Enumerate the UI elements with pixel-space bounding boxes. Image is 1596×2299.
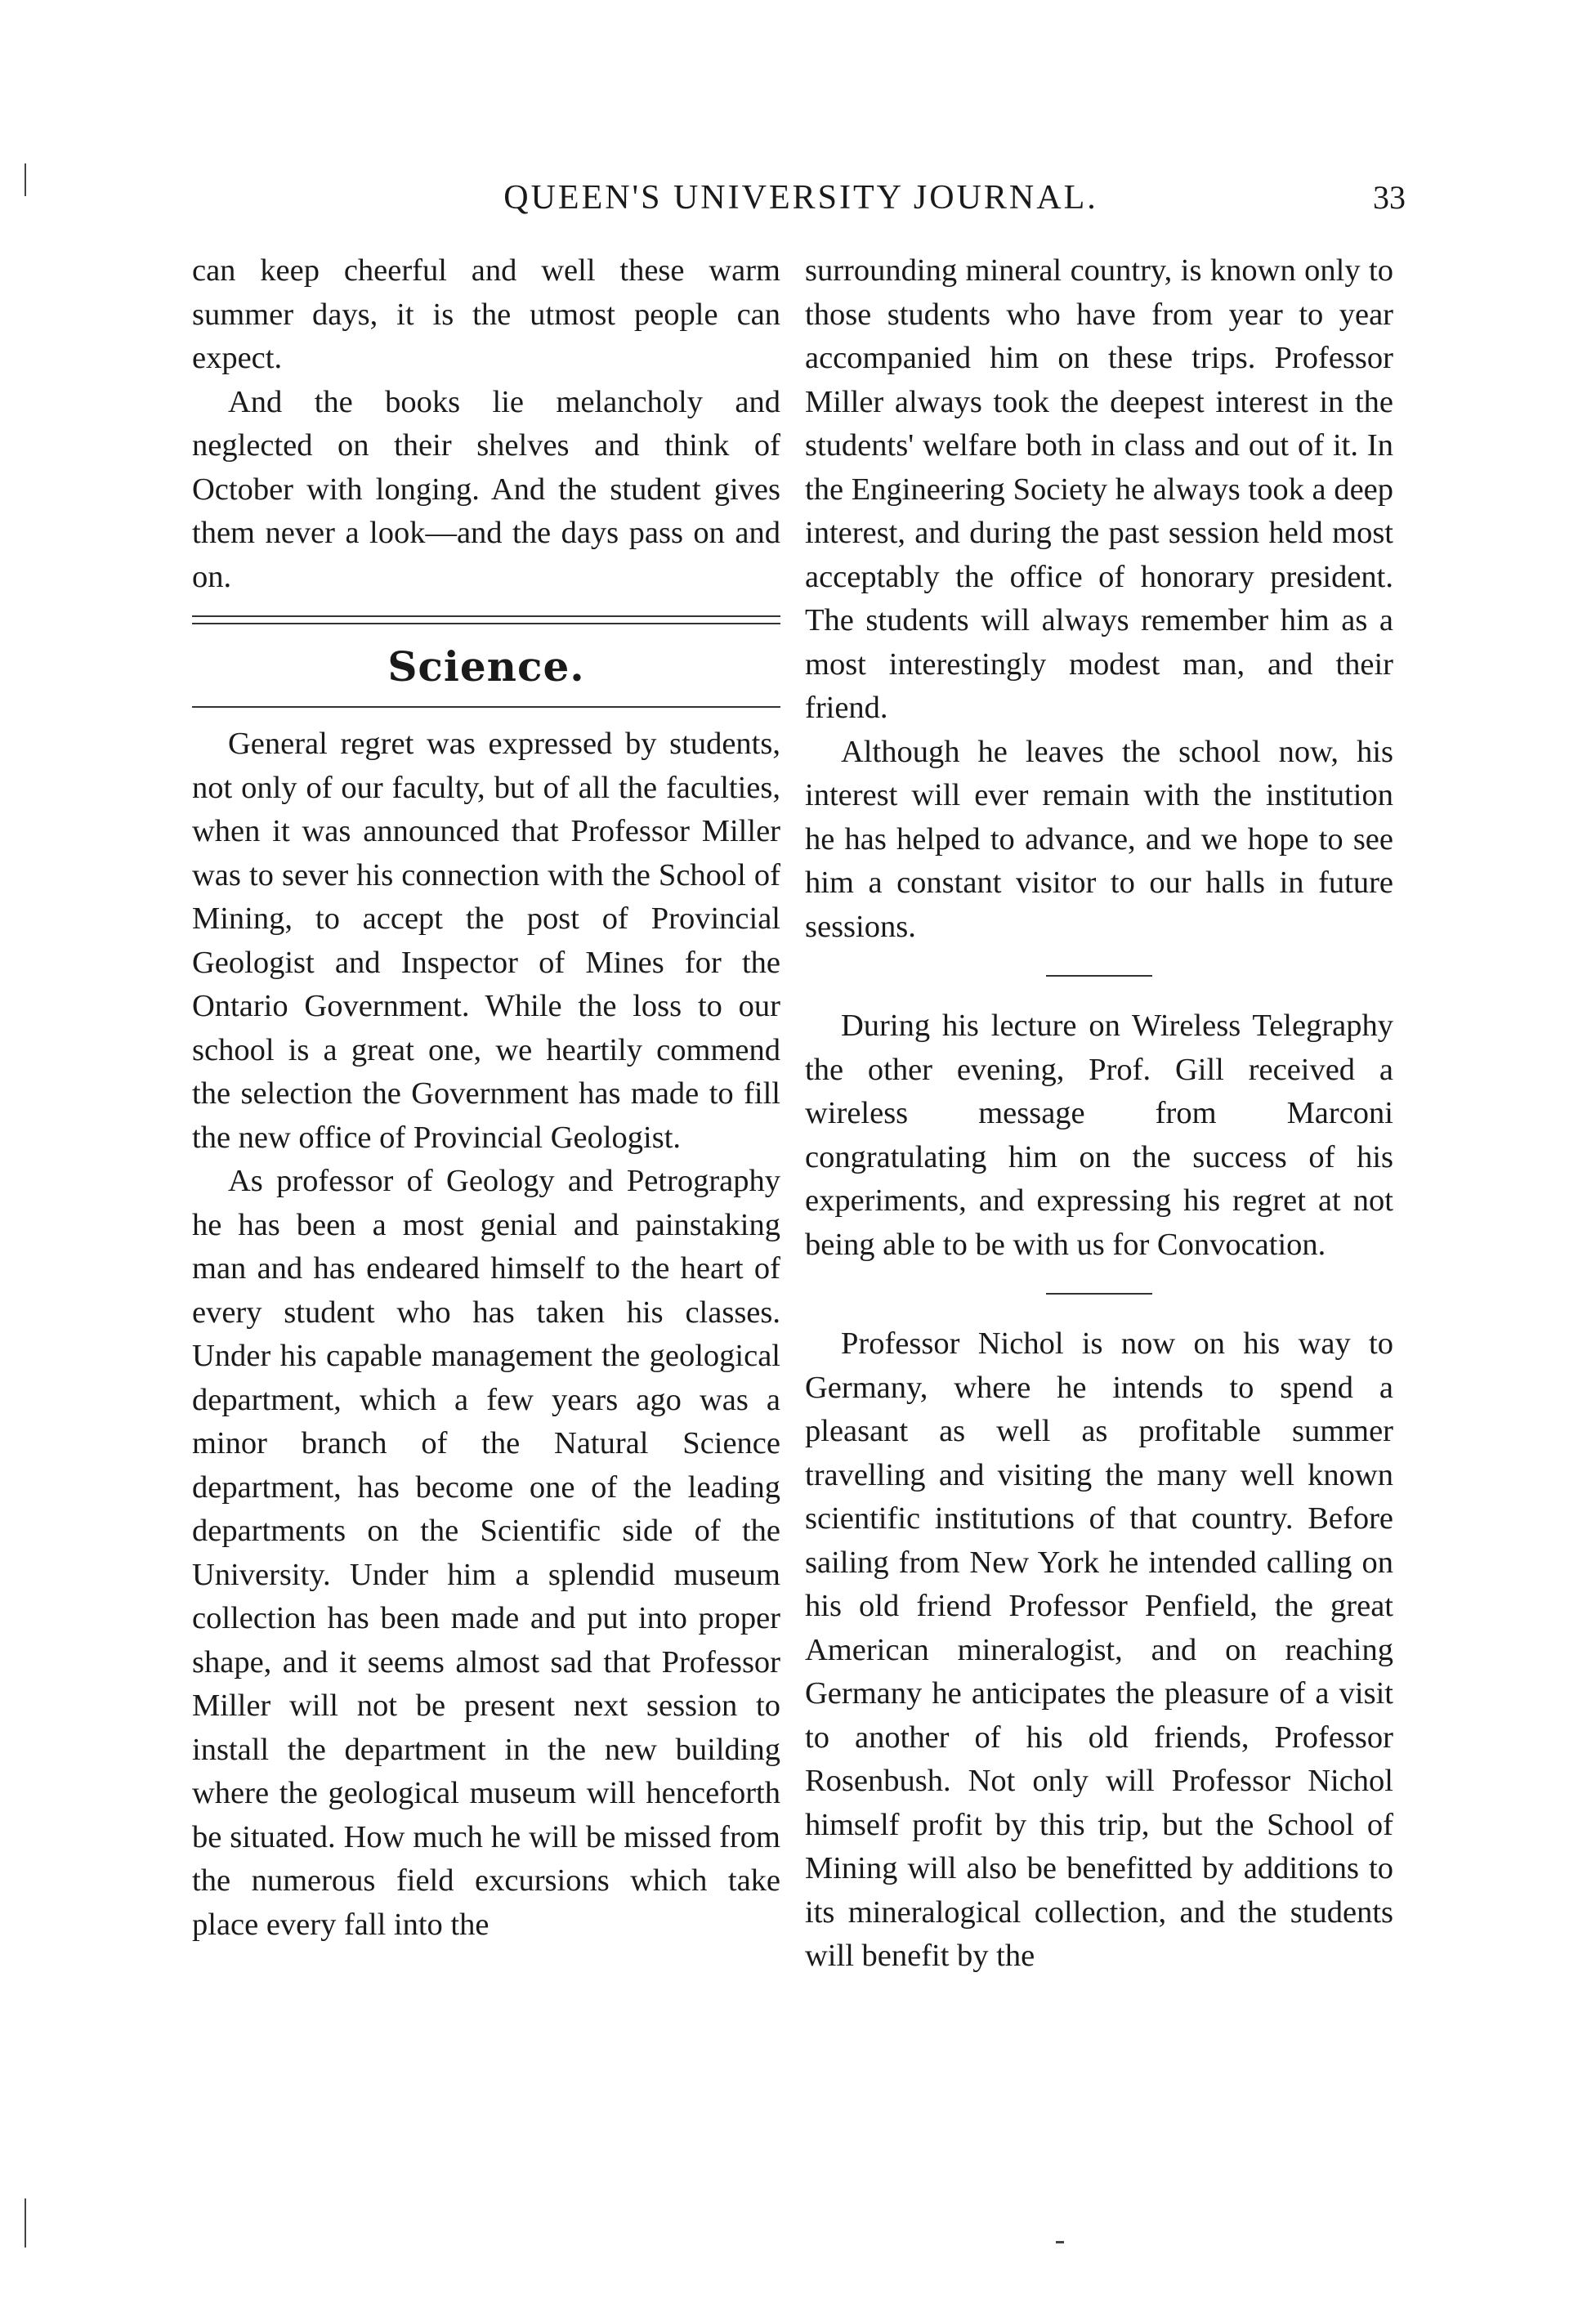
left-column (192, 249, 780, 1947)
short-rule-divider (1046, 1293, 1152, 1295)
right-paragraph-1: surrounding mineral country, is known only to those students who have from year to year accompanied him on these trips. Professor Miller always took the deepest interest in the students' welfare both in class and out of it. In the Engineering Society he always took a deep interest, and during the past session held most acceptably the office of honorary president. The students will always remember him as a most interestingly modest man, and their friend. (805, 253, 1393, 725)
scan-margin-mark (25, 2198, 26, 2248)
right-paragraph-2: Although he leaves the school now, his interest will ever remain with the institution he has helped to advance, and we hope to see him a constant visitor to our halls in future sessions. (805, 734, 1393, 944)
page-header (196, 173, 1406, 222)
left-paragraph-4: As professor of Geology and Petrography he has been a most genial and painstaking man and has endeared himself to the heart of every student who has taken his classes. Under his capable management the geological department, which a few years ago was a minor branch of the Natural Science department, has become one of the leading departments on the Scientific side of the University. Under him a splendid museum collection has been made and put into proper shape, and it seems almost sad that Professor Miller will not be present next session to install the department in the new building where the geological museum will henceforth be situated. How much he will be missed from the numerous field excursions which take place every fall into the (192, 1164, 780, 1942)
right-paragraph-4: Professor Nichol is now on his way to Germany, where he intends to spend a pleasant as well as profitable summer travelling and visiting the many well known scientific institutions of that country. Before sailing from New York he intended calling on his old friend Professor Penfield, the great American mineralogist, and on reaching Germany he anticipates the pleasure of a visit to another of his old friends, Professor Rosenbush. Not only will Professor Nichol himself profit by this trip, but the School of Mining will also be benefitted by additions to its mineralogical collection, and the students will benefit by the (805, 1326, 1393, 1973)
left-paragraph-1: can keep cheerful and well these warm summer days, it is the utmost people can expect. (192, 253, 780, 375)
double-rule-divider (192, 615, 780, 624)
running-title: QUEEN'S UNIVERSITY JOURNAL. (503, 179, 1098, 217)
scan-margin-mark (1056, 2241, 1064, 2243)
short-rule-divider (1046, 975, 1152, 977)
scan-margin-mark (25, 163, 26, 196)
page-number: 33 (1373, 179, 1406, 216)
right-paragraph-3: During his lecture on Wireless Telegraphy the other evening, Prof. Gill received a wireless message from Marconi congratulating him on the success of his experiments, and expressing his regret at not being able to be with us for Convocation. (805, 1009, 1393, 1262)
heading-rule (192, 706, 780, 708)
left-paragraph-2: And the books lie melancholy and neglected on their shelves and think of October with longing. And the student gives them never a look—and the days pass on and on. (192, 384, 780, 594)
section-heading: Science. (387, 642, 585, 691)
right-column (805, 249, 1393, 1979)
left-paragraph-3: General regret was expressed by students, not only of our faculty, but of all the faculties, when it was announced that Professor Miller was to sever his connection with the School of Mining, to accept the post of Provincial Geologist and Inspector of Mines for the Ontario Government. While the loss to our school is a great one, we heartily commend the selection the Government has made to fill the new office of Provincial Geologist. (192, 727, 780, 1155)
